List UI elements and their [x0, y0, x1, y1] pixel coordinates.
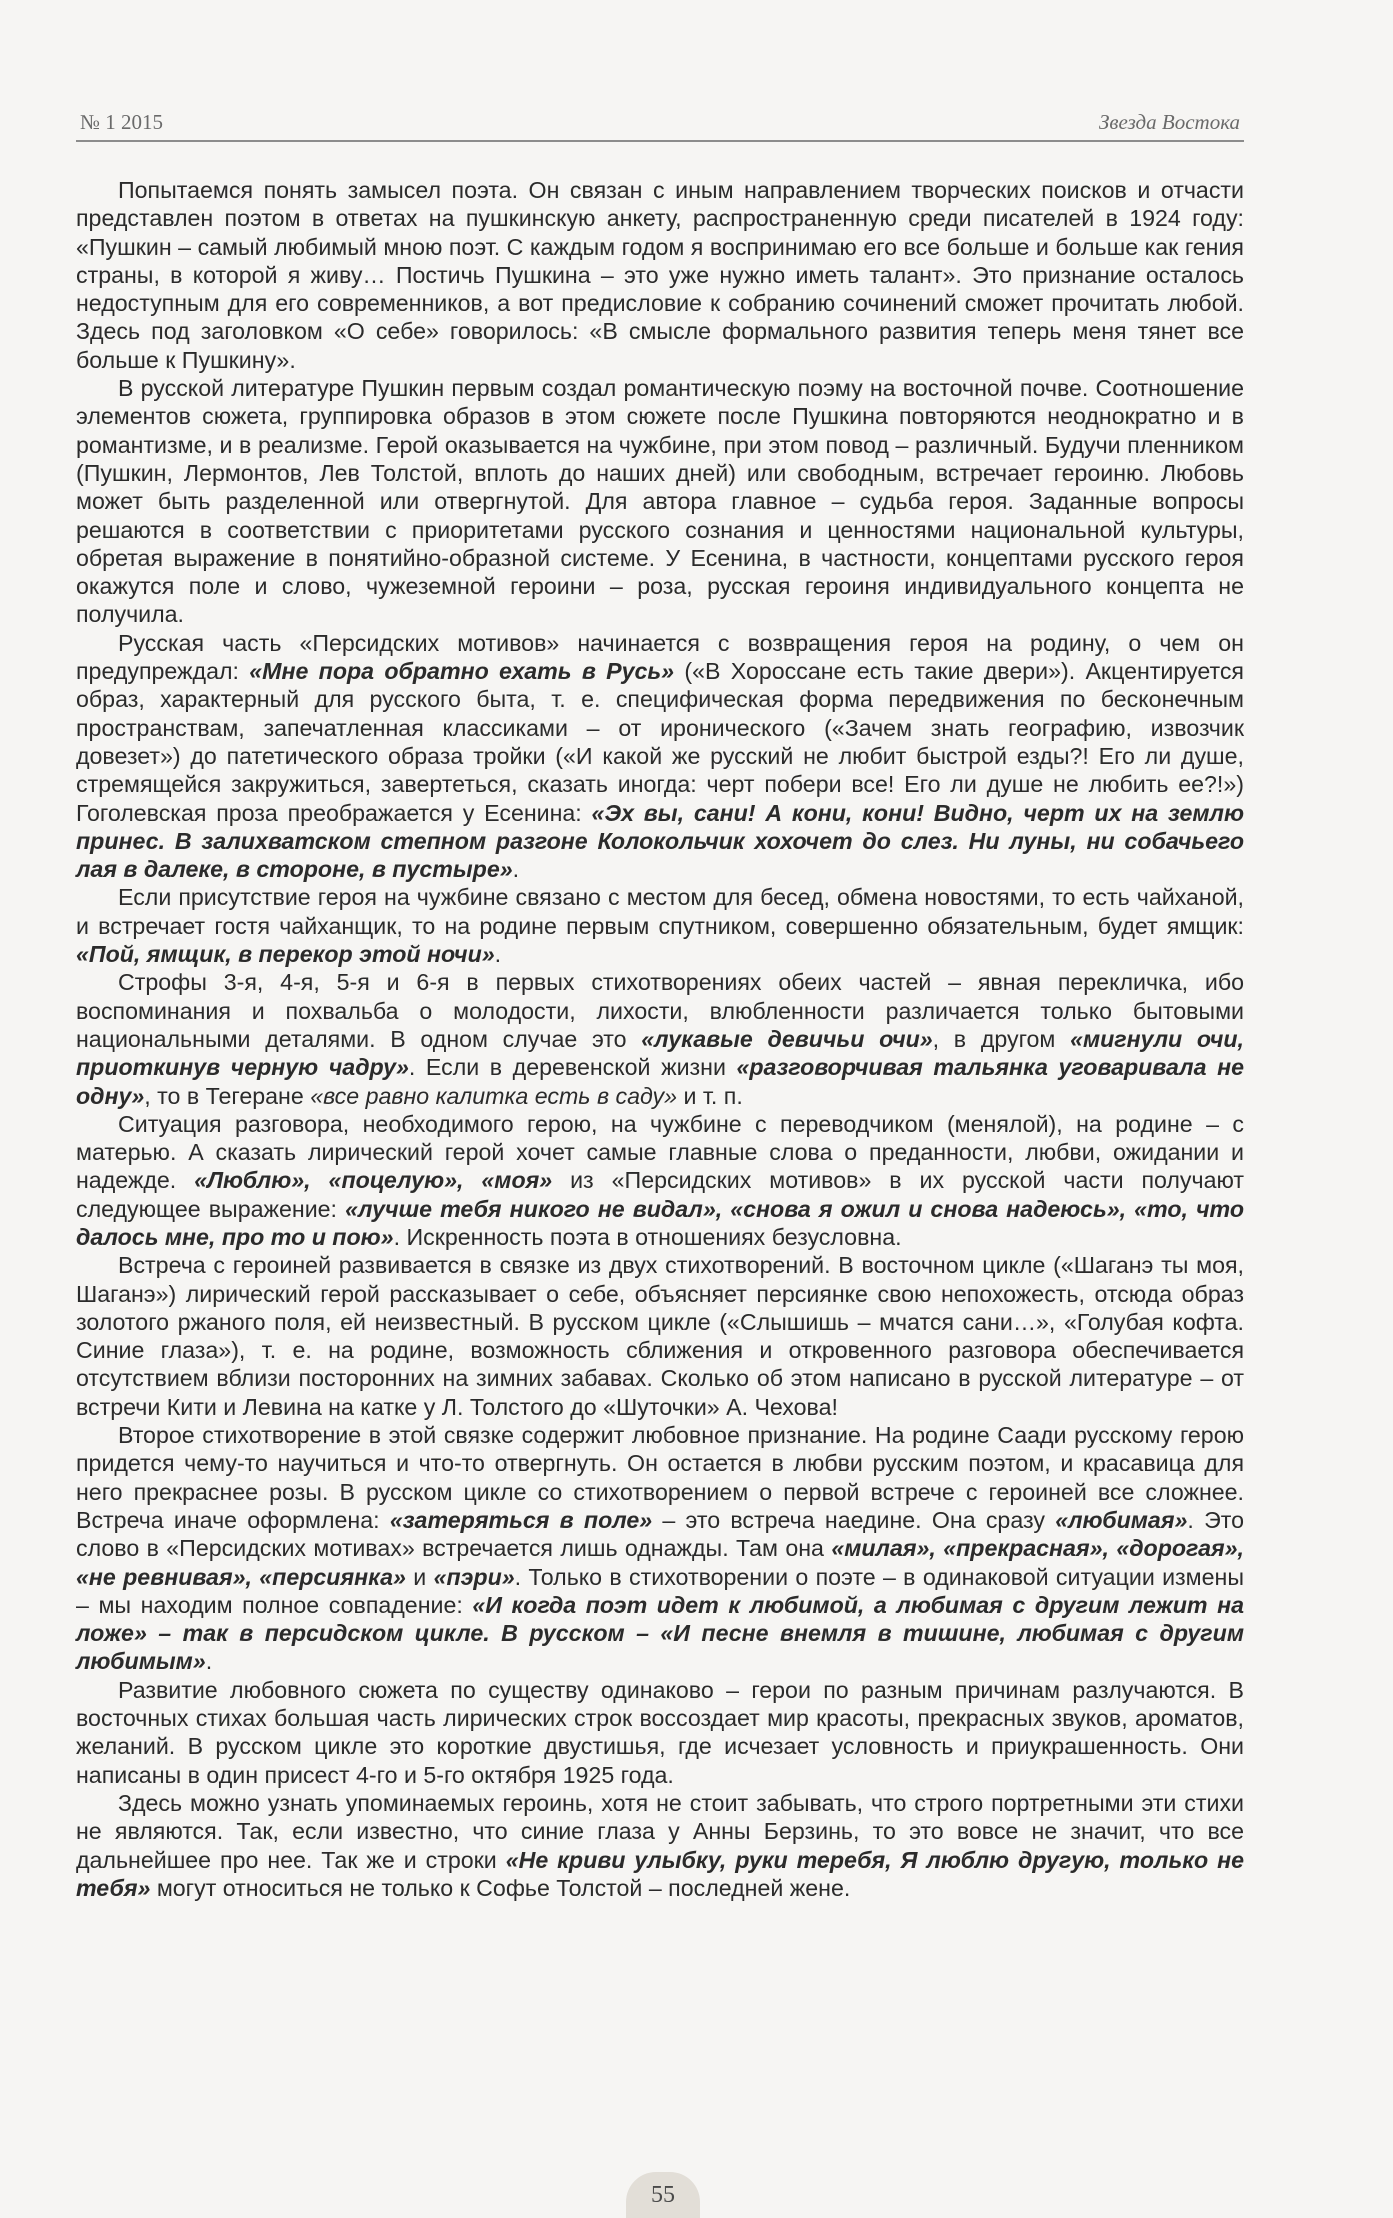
text-run: .: [205, 1648, 213, 1675]
text-run: . Это слово в «Персидских мотивах» встречается лишь однажды. Там она: [76, 1506, 1244, 1562]
running-header: [76, 106, 1244, 142]
issue-number: № 1 2015: [80, 110, 164, 134]
journal-title: Звезда Востока: [1099, 110, 1240, 134]
quote-emphasis: «любимая»: [1055, 1506, 1188, 1533]
paragraph: [76, 1789, 1244, 1902]
text-run: и: [405, 1563, 434, 1590]
quote-emphasis: «мигнули очи, приоткинув черную чадру»: [76, 1025, 1244, 1081]
article-body: [76, 176, 1244, 1902]
paragraph: [76, 968, 1244, 1109]
text-run: Русская часть «Персидских мотивов» начинается с возвращения героя на родину, о чем он предупреждал:: [76, 629, 1244, 685]
text-run: Строфы 3-я, 4-я, 5-я и 6-я в первых стихотворениях обеих частей – явная перекличка, ибо воспоминания и похвальба о молодости, лихости, влюбленности различается только бытовыми национальными деталями. В одном случае это: [76, 969, 1244, 1052]
quote-emphasis: «И когда поэт идет к любимой, а любимая с другим лежит на ложе» – так в персидском цикле. В русском – «И песне внемля в тишине, любимая с другим любимым»: [76, 1591, 1244, 1675]
text-run: – это встреча наедине. Она сразу: [652, 1506, 1056, 1533]
text-run: Развитие любовного сюжета по существу одинаково – герои по разным причинам разлучаются. В восточных стихах большая часть лирических строк воссоздает мир красоты, прекрасных звуков, ароматов, желаний. В русском цикле это короткие двустишья, где исчезает условность и приукрашенность. Они написаны в один присест 4-го и 5-го октября 1925 года.: [76, 1676, 1244, 1788]
quote-emphasis: «разговорчивая тальянка уговаривала не одну»: [76, 1054, 1244, 1109]
text-run: .: [494, 941, 502, 968]
quote-emphasis: «лучше тебя никого не видал», «снова я ожил и снова надеюсь», «то, что далось мне, про то и пою»: [76, 1195, 1244, 1250]
text-run: .: [512, 856, 520, 883]
quote-emphasis: «пэри»: [433, 1563, 515, 1590]
page-number: 55: [626, 2172, 700, 2218]
text-run: из «Персидских мотивов» в их русской части получают следующее выражение:: [76, 1167, 1245, 1222]
text-run: могут относиться не только к Софье Толстой – последней жене.: [150, 1874, 851, 1901]
text-run: . Только в стихотворении о поэте – в одинаковой ситуации измены – мы находим полное совпадение:: [76, 1563, 1244, 1618]
text-run: . Искренность поэта в отношениях безусловна.: [393, 1223, 902, 1250]
text-run: и т. п.: [677, 1082, 743, 1109]
text-run: , в другом: [932, 1025, 1071, 1052]
paragraph: [76, 1676, 1244, 1789]
text-run: Если присутствие героя на чужбине связано с местом для бесед, обмена новостями, то есть чайханой, и встречает гостя чайханщик, то на родине первым спутником, совершенно обязательным, будет ямщик:: [76, 884, 1244, 939]
quote-emphasis: «лукавые девичьи очи»: [641, 1025, 933, 1052]
text-run: В русской литературе Пушкин первым создал романтическую поэму на восточной почве. Соотношение элементов сюжета, группировка образов в этом сюжете после Пушкина повторяются неоднократно и в романтизме, и в реализме. Герой оказывается на чужбине, при этом повод – различный. Будучи пленником (Пушкин, Лермонтов, Лев Толстой, вплоть до наших дней) или свободным, встречает героиню. Любовь может быть разделенной или отвергнутой. Для автора главное – судьба героя. Заданные вопросы решаются в соответствии с приоритетами русского сознания и ценностями национальной культуры, обретая выражение в понятийно-образной системе. У Есенина, в частности, концептами русского героя окажутся поле и слово, чужеземной героини – роза, русская героиня индивидуального концепта не получила.: [76, 375, 1244, 628]
quote-emphasis: «Люблю», «поцелую», «моя»: [194, 1167, 553, 1194]
text-run: , то в Тегеране: [144, 1082, 311, 1109]
quote-emphasis: «милая», «прекрасная», «дорогая», «не ревнивая», «персиянка»: [76, 1535, 1244, 1590]
quote-emphasis: «Мне пора обратно ехать в Русь»: [249, 658, 675, 685]
paragraph: [76, 374, 1244, 629]
quote-emphasis: «затеряться в поле»: [389, 1506, 653, 1533]
paragraph: [76, 629, 1244, 884]
paragraph: [76, 176, 1244, 374]
text-run: Второе стихотворение в этой связке содержит любовное признание. На родине Саади русскому герою придется чему-то научиться и что-то отвергнуть. Он остается в любви русским поэтом, и красавица для него прекраснее розы. В русском цикле со стихотворением о первой встрече с героиней все сложнее. Встреча иначе оформлена:: [76, 1422, 1244, 1533]
paragraph: [76, 1110, 1244, 1251]
paragraph: [76, 883, 1244, 968]
quote-emphasis: «Пой, ямщик, в перекор этой ночи»: [76, 941, 495, 968]
text-run: . Если в деревенской жизни: [408, 1054, 737, 1081]
text-run: («В Хороссане есть такие двери»). Акцентируется образ, характерный для русского быта, т. е. специфическая форма передвижения по бесконечным пространствам, запечатленная классиками – от иронического («Зачем знать географию, извозчик довезет») до патетического образа тройки («И какой же русский не любит быстрой езды?! Его ли душе, стремящейся закружиться, завертеться, сказать иногда: черт побери все! Его ли душе не любить ее?!») Гоголевская проза преображается у Есенина:: [76, 658, 1244, 826]
text-run: Попытаемся понять замысел поэта. Он связан с иным направлением творческих поисков и отчасти представлен поэтом в ответах на пушкинскую анкету, распространенную среди писателей в 1924 году: «Пушкин – самый любимый мною поэт. С каждым годом я воспринимаю его все больше и больше как гения страны, в которой я живу… Постичь Пушкина – это уже нужно иметь талант». Это признание осталось недоступным для его современников, а вот предисловие к собранию сочинений сможет прочитать любой. Здесь под заголовком «О себе» говорилось: «В смысле формального развития теперь меня тянет все больше к Пушкину».: [76, 177, 1244, 373]
text-run: Здесь можно узнать упоминаемых героинь, хотя не стоит забывать, что строго портретными эти стихи не являются. Так, если известно, что синие глаза у Анны Берзинь, то это вовсе не значит, что все дальнейшее про нее. Так же и строки: [76, 1789, 1244, 1873]
quote-emphasis: «Не криви улыбку, руки теребя, Я люблю другую, только не тебя»: [76, 1846, 1244, 1901]
paragraph: [76, 1251, 1244, 1421]
text-run: Встреча с героиней развивается в связке из двух стихотворений. В восточном цикле («Шаганэ ты моя, Шаганэ») лирический герой рассказывает о себе, объясняет персиянке свою непохожесть, отсюда образ золотого ржаного поля, ей неизвестный. В русском цикле («Слышишь – мчатся сани…», «Голубая кофта. Синие глаза»), т. е. на родине, возможность сближения и откровенного разговора обеспечивается отсутствием вблизи посторонних на зимних забавах. Сколько об этом написано в русской литературе – от встречи Кити и Левина на катке у Л. Толстого до «Шуточки» А. Чехова!: [76, 1252, 1244, 1420]
paragraph: [76, 1421, 1244, 1676]
quote-italic: «все равно калитка есть в саду»: [310, 1082, 678, 1109]
quote-emphasis: «Эх вы, сани! А кони, кони! Видно, черт их на землю принес. В залихватском степном разгоне Колокольчик хохочет до слез. Ни луны, ни собачьего лая в далеке, в стороне, в пустыре»: [76, 799, 1244, 883]
text-run: Ситуация разговора, необходимого герою, на чужбине с переводчиком (менялой), на родине – с матерью. А сказать лирический герой хочет самые главные слова о преданности, любви, ожидании и надежде.: [76, 1110, 1244, 1194]
